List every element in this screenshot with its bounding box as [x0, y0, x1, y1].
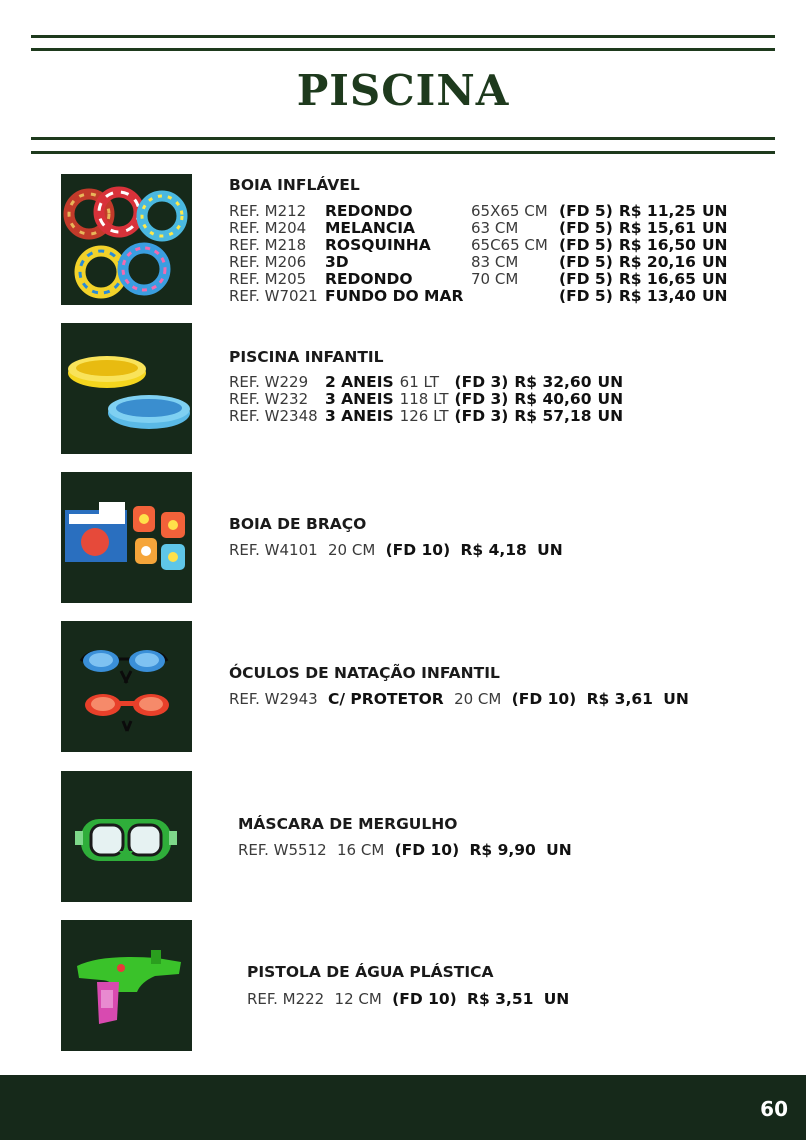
price: R$ 11,25: [618, 202, 696, 220]
page-footer: [0, 1075, 806, 1140]
page-title: PISCINA: [296, 66, 510, 115]
table-row: [229, 408, 629, 425]
product-size: 61 LT: [399, 373, 439, 391]
water-pistol-icon: [61, 920, 192, 1051]
section-title-boia-de-braco: BOIA DE BRAÇO: [229, 515, 367, 533]
header-rule-bottom-inner: [31, 137, 775, 140]
unit: UN: [537, 541, 563, 559]
ref-code: REF. W4101: [229, 541, 318, 559]
pack-qty: (FD 10): [392, 990, 457, 1008]
price: R$ 32,60: [514, 373, 592, 391]
price: R$ 57,18: [514, 407, 592, 425]
ref-code: REF. M212: [229, 202, 307, 220]
price: R$ 3,61: [586, 690, 653, 708]
product-table-boia-inflavel: [229, 203, 734, 305]
header-rule-top-inner: [31, 48, 775, 51]
table-row: [229, 220, 734, 237]
ref-code: REF. W2348: [229, 407, 318, 425]
ref-code: REF. W7021: [229, 287, 318, 305]
ref-code: REF. W229: [229, 373, 309, 391]
product-name: ROSQUINHA: [325, 236, 431, 254]
table-row: [229, 254, 734, 271]
unit: UN: [701, 202, 728, 220]
pack-qty: (FD 10): [385, 541, 451, 559]
table-row: [229, 203, 734, 220]
ref-code: REF. M204: [229, 219, 307, 237]
product-name: 3 ANEIS: [325, 390, 394, 408]
pack-qty: (FD 5): [559, 270, 613, 288]
unit: UN: [663, 690, 689, 708]
price: R$ 9,90: [469, 841, 536, 859]
pack-qty: (FD 5): [559, 219, 613, 237]
product-size: [471, 288, 559, 305]
unit: UN: [701, 219, 728, 237]
section-title-mascara: MÁSCARA DE MERGULHO: [238, 815, 458, 833]
arm-floats-icon: [61, 472, 192, 603]
product-name: 3D: [325, 253, 349, 271]
ref-code: REF. M206: [229, 253, 307, 271]
header-rule-bottom: [31, 151, 775, 154]
table-row: [229, 271, 734, 288]
ref-code: REF. W5512: [238, 841, 327, 859]
unit: UN: [597, 390, 624, 408]
price: R$ 20,16: [618, 253, 696, 271]
kiddie-pool-icon: [61, 323, 192, 454]
product-line-boia-de-braco: [229, 541, 569, 560]
pack-qty: (FD 10): [511, 690, 577, 708]
unit: UN: [546, 841, 572, 859]
ref-code: REF. M218: [229, 236, 307, 254]
product-size: 63 CM: [471, 219, 519, 237]
price: R$ 16,50: [618, 236, 696, 254]
ref-code: REF. W2943: [229, 690, 318, 708]
unit: UN: [701, 253, 728, 271]
header-rule-top: [31, 35, 775, 38]
product-size: 118 LT: [399, 390, 449, 408]
unit: UN: [597, 373, 624, 391]
product-size: 12 CM: [334, 990, 382, 1008]
price: R$ 13,40: [618, 287, 696, 305]
pack-qty: (FD 5): [559, 202, 613, 220]
product-size: 83 CM: [471, 253, 519, 271]
product-name: REDONDO: [325, 202, 413, 220]
product-name: MELANCIA: [325, 219, 415, 237]
inflatable-rings-icon: [61, 174, 192, 305]
product-size: 20 CM: [327, 541, 376, 559]
product-size: 65C65 CM: [471, 236, 548, 254]
section-title-pistola: PISTOLA DE ÁGUA PLÁSTICA: [247, 963, 494, 981]
product-line-mascara: [238, 841, 578, 860]
ref-code: REF. W232: [229, 390, 309, 408]
product-size: 70 CM: [471, 270, 519, 288]
price: R$ 40,60: [514, 390, 592, 408]
swim-goggles-icon: [61, 621, 192, 752]
product-name: 3 ANEIS: [325, 407, 394, 425]
pack-qty: (FD 3): [454, 407, 509, 425]
table-row: [229, 237, 734, 254]
table-row: [229, 374, 629, 391]
ref-code: REF. M205: [229, 270, 307, 288]
table-row: [229, 288, 734, 305]
product-name: 2 ANEIS: [325, 373, 394, 391]
price: R$ 4,18: [460, 541, 527, 559]
section-title-boia-inflavel: BOIA INFLÁVEL: [229, 176, 360, 194]
price: R$ 3,51: [467, 990, 534, 1008]
diving-mask-icon: [61, 771, 192, 902]
product-name: FUNDO DO MAR: [325, 287, 464, 305]
price: R$ 15,61: [618, 219, 696, 237]
product-name: C/ PROTETOR: [327, 690, 444, 708]
pack-qty: (FD 3): [454, 390, 509, 408]
unit: UN: [543, 990, 570, 1008]
table-row: [229, 391, 629, 408]
pack-qty: (FD 3): [454, 373, 509, 391]
section-title-oculos: ÓCULOS DE NATAÇÃO INFANTIL: [229, 664, 500, 682]
unit: UN: [701, 270, 728, 288]
product-line-oculos: [229, 690, 695, 709]
pack-qty: (FD 5): [559, 287, 613, 305]
pack-qty: (FD 5): [559, 236, 613, 254]
unit: UN: [701, 287, 728, 305]
product-size: 16 CM: [336, 841, 385, 859]
unit: UN: [701, 236, 728, 254]
product-size: 65X65 CM: [471, 202, 548, 220]
pack-qty: (FD 10): [394, 841, 460, 859]
unit: UN: [597, 407, 624, 425]
section-title-piscina-infantil: PISCINA INFANTIL: [229, 348, 384, 366]
product-name: REDONDO: [325, 270, 413, 288]
product-line-pistola: [247, 990, 575, 1009]
price: R$ 16,65: [618, 270, 696, 288]
product-size: 20 CM: [454, 690, 502, 708]
ref-code: REF. M222: [247, 990, 325, 1008]
pack-qty: (FD 5): [559, 253, 613, 271]
product-size: 126 LT: [399, 407, 449, 425]
page-number: 60: [760, 1097, 788, 1121]
product-table-piscina-infantil: [229, 374, 629, 425]
